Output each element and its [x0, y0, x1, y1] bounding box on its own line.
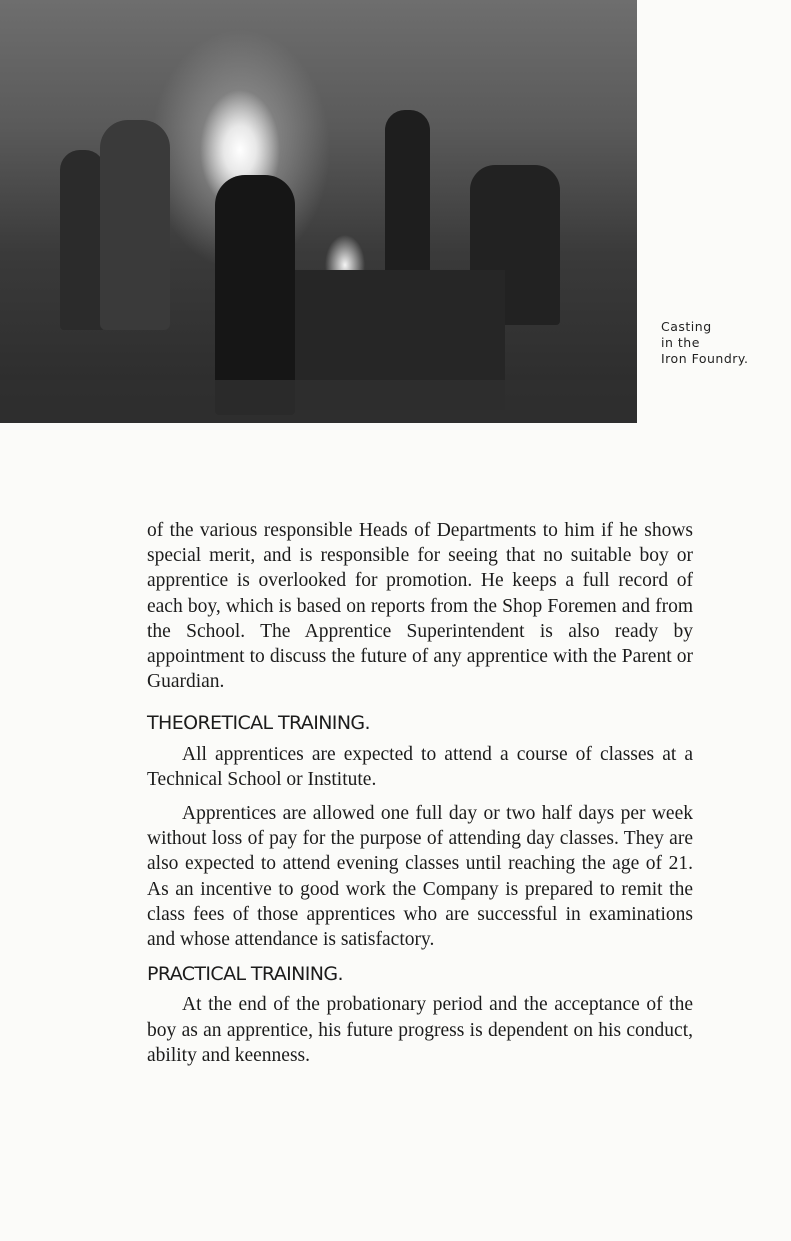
intro-paragraph: of the various responsible Heads of Departments to him if he shows special merit, and is responsible for seeing that no suitable boy or apprentice is overlooked for promotion. He keeps a full record of each boy, which is based on reports from the Shop Foremen and from the School. The Apprentice Superintendent is also ready by appointment to discuss the future of any apprentice with the Parent or Guardian.	[147, 520, 693, 693]
paragraph: Apprentices are allowed one full day or two half days per week without loss of pay for the purpose of attending day classes. They are also expected to attend evening classes until reaching the age of 21. As an incentive to good work the Company is prepared to remit the class fees of those apprentices who are successful in examinations and whose attendance is satisfactory.	[147, 803, 693, 951]
floor-shadow	[0, 380, 637, 423]
worker-figure	[100, 120, 170, 330]
caption-line: Casting	[661, 319, 712, 334]
section-heading-practical: PRACTICAL TRAINING.	[147, 963, 343, 986]
worker-figure	[385, 110, 430, 280]
section-heading-theoretical: THEORETICAL TRAINING.	[147, 712, 370, 735]
caption-line: in the	[661, 335, 700, 350]
paragraph: All apprentices are expected to attend a course of classes at a Technical School or Institute.	[147, 743, 693, 790]
caption-line: Iron Foundry.	[661, 351, 749, 366]
foundry-photo	[0, 0, 637, 423]
worker-figure	[215, 175, 295, 415]
worker-figure	[60, 150, 105, 330]
photo-caption	[661, 319, 749, 367]
paragraph: At the end of the probationary period and the acceptance of the boy as an apprentice, his future progress is dependent on his conduct, ability and keenness.	[147, 994, 693, 1066]
body-text	[147, 518, 693, 1068]
